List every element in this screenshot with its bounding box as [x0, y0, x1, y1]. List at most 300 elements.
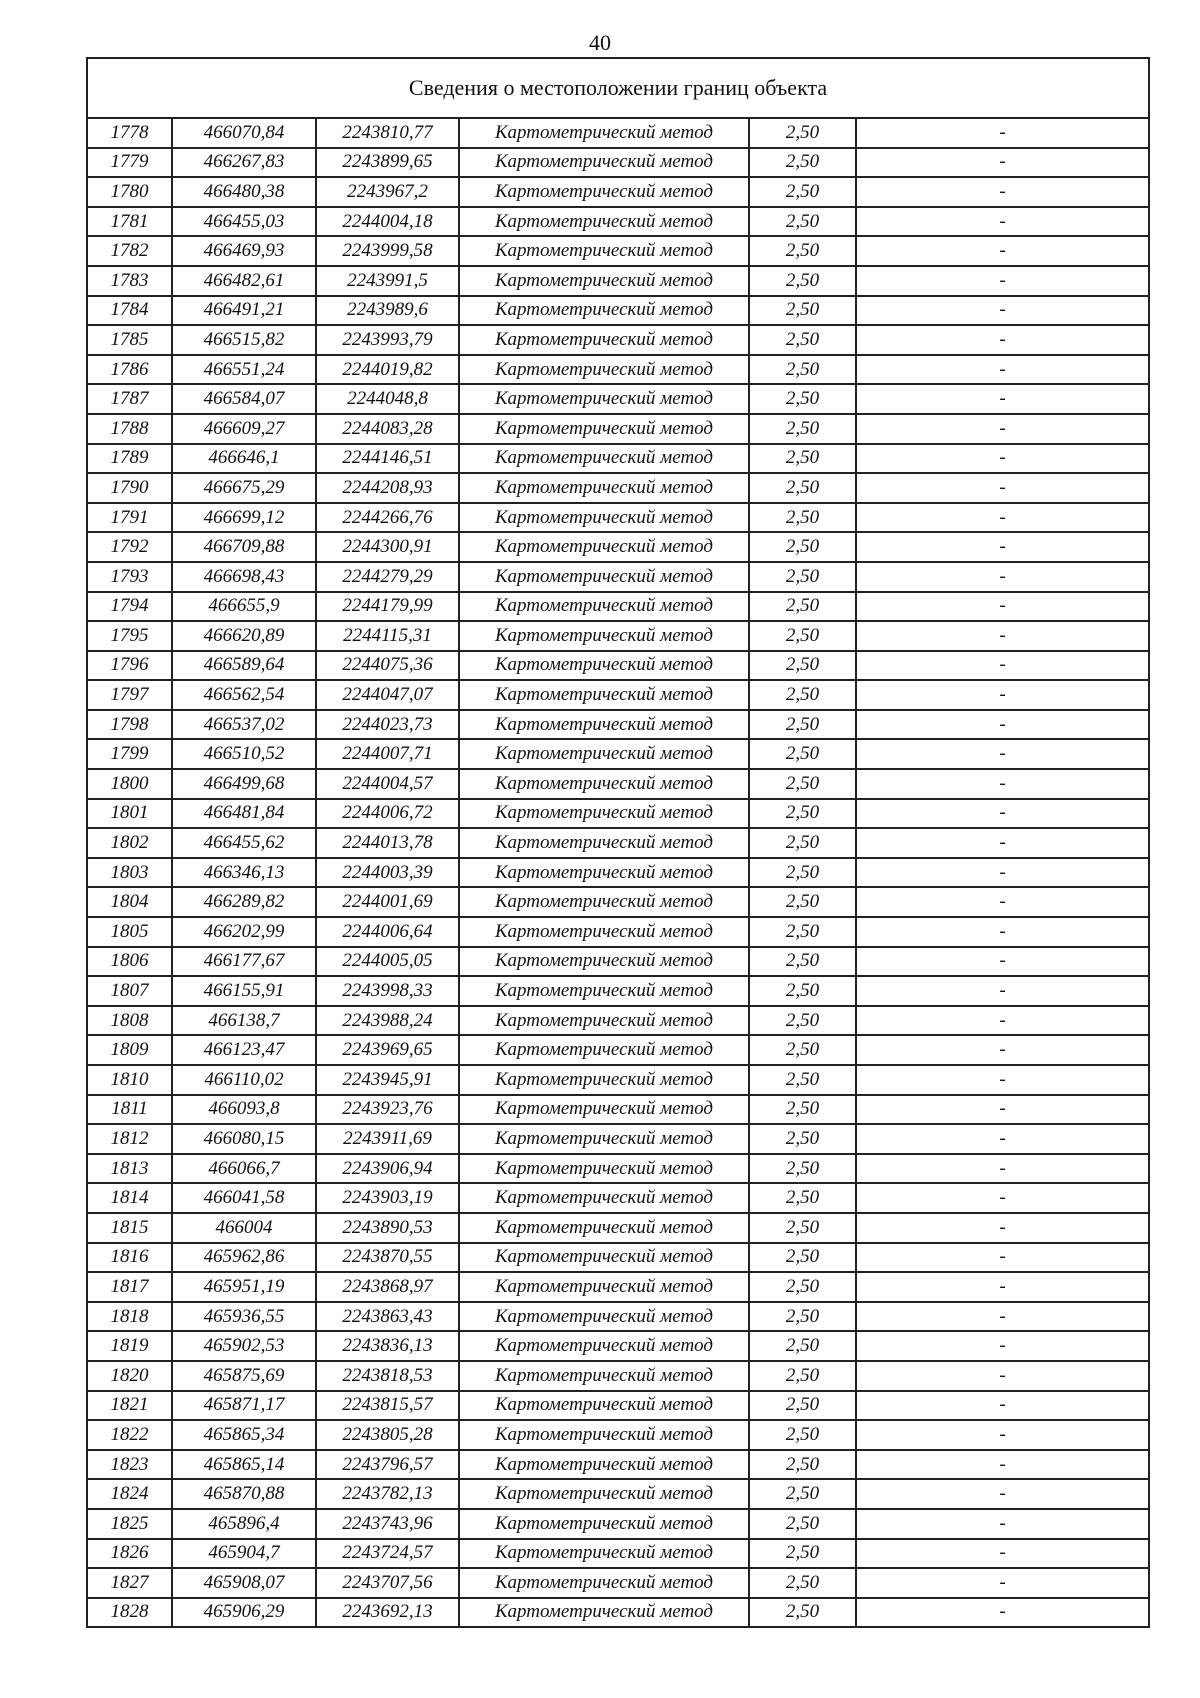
- method-cell: Картометрический метод: [459, 473, 749, 503]
- description-cell: -: [856, 296, 1149, 326]
- y-coordinate-cell: 2243899,65: [316, 148, 459, 178]
- x-coordinate-cell: 466346,13: [172, 858, 316, 888]
- page-number: 40: [589, 30, 611, 55]
- table-row: [87, 207, 1149, 237]
- x-coordinate-cell: 466515,82: [172, 325, 316, 355]
- method-cell: Картометрический метод: [459, 1183, 749, 1213]
- table-body: [87, 58, 1149, 1627]
- description-cell: -: [856, 739, 1149, 769]
- y-coordinate-cell: 2243890,53: [316, 1213, 459, 1243]
- y-coordinate-cell: 2244115,31: [316, 621, 459, 651]
- x-coordinate-cell: 466289,82: [172, 887, 316, 917]
- precision-cell: 2,50: [749, 1183, 856, 1213]
- x-coordinate-cell: 466551,24: [172, 355, 316, 385]
- method-cell: Картометрический метод: [459, 887, 749, 917]
- precision-cell: 2,50: [749, 858, 856, 888]
- description-cell: -: [856, 1272, 1149, 1302]
- precision-cell: 2,50: [749, 1568, 856, 1598]
- point-number-cell: 1827: [87, 1568, 172, 1598]
- method-cell: Картометрический метод: [459, 266, 749, 296]
- point-number-cell: 1828: [87, 1598, 172, 1628]
- y-coordinate-cell: 2243923,76: [316, 1095, 459, 1125]
- table-title: Сведения о местоположении границ объекта: [87, 58, 1149, 118]
- point-number-cell: 1785: [87, 325, 172, 355]
- point-number-cell: 1780: [87, 177, 172, 207]
- point-number-cell: 1804: [87, 887, 172, 917]
- description-cell: -: [856, 1420, 1149, 1450]
- precision-cell: 2,50: [749, 1124, 856, 1154]
- x-coordinate-cell: 466155,91: [172, 976, 316, 1006]
- table-title-row: [87, 58, 1149, 118]
- x-coordinate-cell: 465902,53: [172, 1331, 316, 1361]
- y-coordinate-cell: 2243707,56: [316, 1568, 459, 1598]
- method-cell: Картометрический метод: [459, 1420, 749, 1450]
- precision-cell: 2,50: [749, 414, 856, 444]
- table-row: [87, 828, 1149, 858]
- x-coordinate-cell: 466455,03: [172, 207, 316, 237]
- x-coordinate-cell: 465871,17: [172, 1391, 316, 1421]
- y-coordinate-cell: 2244146,51: [316, 444, 459, 474]
- y-coordinate-cell: 2244004,57: [316, 769, 459, 799]
- y-coordinate-cell: 2244047,07: [316, 680, 459, 710]
- method-cell: Картометрический метод: [459, 976, 749, 1006]
- point-number-cell: 1824: [87, 1479, 172, 1509]
- description-cell: -: [856, 1183, 1149, 1213]
- table-row: [87, 1450, 1149, 1480]
- point-number-cell: 1800: [87, 769, 172, 799]
- method-cell: Картометрический метод: [459, 1065, 749, 1095]
- point-number-cell: 1823: [87, 1450, 172, 1480]
- y-coordinate-cell: 2244004,18: [316, 207, 459, 237]
- x-coordinate-cell: 466455,62: [172, 828, 316, 858]
- precision-cell: 2,50: [749, 1361, 856, 1391]
- table-row: [87, 1095, 1149, 1125]
- method-cell: Картометрический метод: [459, 592, 749, 622]
- point-number-cell: 1794: [87, 592, 172, 622]
- precision-cell: 2,50: [749, 177, 856, 207]
- precision-cell: 2,50: [749, 1213, 856, 1243]
- description-cell: -: [856, 503, 1149, 533]
- point-number-cell: 1814: [87, 1183, 172, 1213]
- method-cell: Картометрический метод: [459, 947, 749, 977]
- point-number-cell: 1821: [87, 1391, 172, 1421]
- precision-cell: 2,50: [749, 1479, 856, 1509]
- point-number-cell: 1783: [87, 266, 172, 296]
- x-coordinate-cell: 466093,8: [172, 1095, 316, 1125]
- method-cell: Картометрический метод: [459, 1272, 749, 1302]
- x-coordinate-cell: 465936,55: [172, 1302, 316, 1332]
- method-cell: Картометрический метод: [459, 1361, 749, 1391]
- point-number-cell: 1787: [87, 384, 172, 414]
- precision-cell: 2,50: [749, 384, 856, 414]
- y-coordinate-cell: 2244083,28: [316, 414, 459, 444]
- description-cell: -: [856, 1065, 1149, 1095]
- method-cell: Картометрический метод: [459, 799, 749, 829]
- description-cell: -: [856, 592, 1149, 622]
- table-row: [87, 651, 1149, 681]
- y-coordinate-cell: 2243782,13: [316, 1479, 459, 1509]
- method-cell: Картометрический метод: [459, 1509, 749, 1539]
- precision-cell: 2,50: [749, 799, 856, 829]
- description-cell: -: [856, 680, 1149, 710]
- table-row: [87, 473, 1149, 503]
- point-number-cell: 1811: [87, 1095, 172, 1125]
- description-cell: -: [856, 887, 1149, 917]
- point-number-cell: 1812: [87, 1124, 172, 1154]
- point-number-cell: 1784: [87, 296, 172, 326]
- precision-cell: 2,50: [749, 1302, 856, 1332]
- method-cell: Картометрический метод: [459, 651, 749, 681]
- boundary-table-container: [86, 57, 1148, 1628]
- table-row: [87, 414, 1149, 444]
- description-cell: -: [856, 1539, 1149, 1569]
- boundary-coordinates-table: [86, 57, 1150, 1628]
- precision-cell: 2,50: [749, 828, 856, 858]
- precision-cell: 2,50: [749, 266, 856, 296]
- table-row: [87, 1539, 1149, 1569]
- description-cell: -: [856, 118, 1149, 148]
- method-cell: Картометрический метод: [459, 621, 749, 651]
- description-cell: -: [856, 1450, 1149, 1480]
- method-cell: Картометрический метод: [459, 739, 749, 769]
- precision-cell: 2,50: [749, 1243, 856, 1273]
- precision-cell: 2,50: [749, 1006, 856, 1036]
- description-cell: -: [856, 858, 1149, 888]
- point-number-cell: 1813: [87, 1154, 172, 1184]
- x-coordinate-cell: 466499,68: [172, 769, 316, 799]
- description-cell: -: [856, 828, 1149, 858]
- point-number-cell: 1790: [87, 473, 172, 503]
- point-number-cell: 1791: [87, 503, 172, 533]
- description-cell: -: [856, 1479, 1149, 1509]
- method-cell: Картометрический метод: [459, 917, 749, 947]
- y-coordinate-cell: 2243988,24: [316, 1006, 459, 1036]
- point-number-cell: 1782: [87, 236, 172, 266]
- method-cell: Картометрический метод: [459, 414, 749, 444]
- x-coordinate-cell: 466480,38: [172, 177, 316, 207]
- description-cell: -: [856, 414, 1149, 444]
- precision-cell: 2,50: [749, 1450, 856, 1480]
- point-number-cell: 1793: [87, 562, 172, 592]
- table-row: [87, 1420, 1149, 1450]
- x-coordinate-cell: 465951,19: [172, 1272, 316, 1302]
- description-cell: -: [856, 1095, 1149, 1125]
- point-number-cell: 1803: [87, 858, 172, 888]
- y-coordinate-cell: 2244003,39: [316, 858, 459, 888]
- table-row: [87, 1479, 1149, 1509]
- table-row: [87, 739, 1149, 769]
- method-cell: Картометрический метод: [459, 1568, 749, 1598]
- description-cell: -: [856, 1361, 1149, 1391]
- x-coordinate-cell: 466699,12: [172, 503, 316, 533]
- description-cell: -: [856, 976, 1149, 1006]
- x-coordinate-cell: 466620,89: [172, 621, 316, 651]
- method-cell: Картометрический метод: [459, 444, 749, 474]
- point-number-cell: 1792: [87, 532, 172, 562]
- table-row: [87, 1509, 1149, 1539]
- method-cell: Картометрический метод: [459, 1035, 749, 1065]
- precision-cell: 2,50: [749, 592, 856, 622]
- method-cell: Картометрический метод: [459, 1450, 749, 1480]
- method-cell: Картометрический метод: [459, 236, 749, 266]
- table-row: [87, 858, 1149, 888]
- table-row: [87, 1568, 1149, 1598]
- point-number-cell: 1789: [87, 444, 172, 474]
- precision-cell: 2,50: [749, 207, 856, 237]
- y-coordinate-cell: 2243870,55: [316, 1243, 459, 1273]
- description-cell: -: [856, 1391, 1149, 1421]
- x-coordinate-cell: 466004: [172, 1213, 316, 1243]
- x-coordinate-cell: 466675,29: [172, 473, 316, 503]
- table-row: [87, 503, 1149, 533]
- table-row: [87, 355, 1149, 385]
- precision-cell: 2,50: [749, 296, 856, 326]
- precision-cell: 2,50: [749, 1035, 856, 1065]
- point-number-cell: 1778: [87, 118, 172, 148]
- table-row: [87, 1391, 1149, 1421]
- x-coordinate-cell: 466655,9: [172, 592, 316, 622]
- method-cell: Картометрический метод: [459, 384, 749, 414]
- point-number-cell: 1809: [87, 1035, 172, 1065]
- description-cell: -: [856, 1302, 1149, 1332]
- method-cell: Картометрический метод: [459, 1539, 749, 1569]
- description-cell: -: [856, 236, 1149, 266]
- x-coordinate-cell: 466482,61: [172, 266, 316, 296]
- precision-cell: 2,50: [749, 118, 856, 148]
- method-cell: Картометрический метод: [459, 1124, 749, 1154]
- method-cell: Картометрический метод: [459, 828, 749, 858]
- precision-cell: 2,50: [749, 739, 856, 769]
- description-cell: -: [856, 177, 1149, 207]
- x-coordinate-cell: 465870,88: [172, 1479, 316, 1509]
- point-number-cell: 1796: [87, 651, 172, 681]
- table-row: [87, 266, 1149, 296]
- description-cell: -: [856, 266, 1149, 296]
- precision-cell: 2,50: [749, 1391, 856, 1421]
- point-number-cell: 1808: [87, 1006, 172, 1036]
- table-row: [87, 118, 1149, 148]
- x-coordinate-cell: 466584,07: [172, 384, 316, 414]
- description-cell: -: [856, 325, 1149, 355]
- method-cell: Картометрический метод: [459, 1213, 749, 1243]
- description-cell: -: [856, 621, 1149, 651]
- y-coordinate-cell: 2243967,2: [316, 177, 459, 207]
- x-coordinate-cell: 466646,1: [172, 444, 316, 474]
- description-cell: -: [856, 1124, 1149, 1154]
- table-row: [87, 976, 1149, 1006]
- description-cell: -: [856, 1243, 1149, 1273]
- table-row: [87, 148, 1149, 178]
- precision-cell: 2,50: [749, 1272, 856, 1302]
- point-number-cell: 1815: [87, 1213, 172, 1243]
- table-row: [87, 177, 1149, 207]
- y-coordinate-cell: 2243969,65: [316, 1035, 459, 1065]
- precision-cell: 2,50: [749, 503, 856, 533]
- y-coordinate-cell: 2243993,79: [316, 325, 459, 355]
- point-number-cell: 1779: [87, 148, 172, 178]
- x-coordinate-cell: 466267,83: [172, 148, 316, 178]
- method-cell: Картометрический метод: [459, 177, 749, 207]
- y-coordinate-cell: 2243810,77: [316, 118, 459, 148]
- point-number-cell: 1798: [87, 710, 172, 740]
- point-number-cell: 1817: [87, 1272, 172, 1302]
- x-coordinate-cell: 466698,43: [172, 562, 316, 592]
- precision-cell: 2,50: [749, 1065, 856, 1095]
- table-row: [87, 621, 1149, 651]
- x-coordinate-cell: 466510,52: [172, 739, 316, 769]
- precision-cell: 2,50: [749, 887, 856, 917]
- point-number-cell: 1781: [87, 207, 172, 237]
- point-number-cell: 1802: [87, 828, 172, 858]
- y-coordinate-cell: 2244005,05: [316, 947, 459, 977]
- x-coordinate-cell: 466469,93: [172, 236, 316, 266]
- x-coordinate-cell: 466537,02: [172, 710, 316, 740]
- point-number-cell: 1822: [87, 1420, 172, 1450]
- method-cell: Картометрический метод: [459, 858, 749, 888]
- precision-cell: 2,50: [749, 1095, 856, 1125]
- precision-cell: 2,50: [749, 1598, 856, 1628]
- y-coordinate-cell: 2243868,97: [316, 1272, 459, 1302]
- y-coordinate-cell: 2243945,91: [316, 1065, 459, 1095]
- method-cell: Картометрический метод: [459, 710, 749, 740]
- description-cell: -: [856, 1006, 1149, 1036]
- precision-cell: 2,50: [749, 444, 856, 474]
- table-row: [87, 1598, 1149, 1628]
- table-row: [87, 799, 1149, 829]
- y-coordinate-cell: 2244023,73: [316, 710, 459, 740]
- y-coordinate-cell: 2244019,82: [316, 355, 459, 385]
- table-row: [87, 1243, 1149, 1273]
- y-coordinate-cell: 2243999,58: [316, 236, 459, 266]
- point-number-cell: 1826: [87, 1539, 172, 1569]
- method-cell: Картометрический метод: [459, 503, 749, 533]
- precision-cell: 2,50: [749, 621, 856, 651]
- x-coordinate-cell: 466041,58: [172, 1183, 316, 1213]
- point-number-cell: 1806: [87, 947, 172, 977]
- table-row: [87, 1006, 1149, 1036]
- method-cell: Картометрический метод: [459, 1006, 749, 1036]
- description-cell: -: [856, 799, 1149, 829]
- precision-cell: 2,50: [749, 1331, 856, 1361]
- method-cell: Картометрический метод: [459, 296, 749, 326]
- table-row: [87, 1331, 1149, 1361]
- table-row: [87, 769, 1149, 799]
- y-coordinate-cell: 2244013,78: [316, 828, 459, 858]
- method-cell: Картометрический метод: [459, 1391, 749, 1421]
- x-coordinate-cell: 466202,99: [172, 917, 316, 947]
- table-row: [87, 1065, 1149, 1095]
- y-coordinate-cell: 2244006,64: [316, 917, 459, 947]
- precision-cell: 2,50: [749, 532, 856, 562]
- method-cell: Картометрический метод: [459, 1331, 749, 1361]
- precision-cell: 2,50: [749, 680, 856, 710]
- y-coordinate-cell: 2244006,72: [316, 799, 459, 829]
- description-cell: -: [856, 769, 1149, 799]
- y-coordinate-cell: 2243998,33: [316, 976, 459, 1006]
- y-coordinate-cell: 2244208,93: [316, 473, 459, 503]
- description-cell: -: [856, 1035, 1149, 1065]
- x-coordinate-cell: 466709,88: [172, 532, 316, 562]
- precision-cell: 2,50: [749, 917, 856, 947]
- table-row: [87, 710, 1149, 740]
- x-coordinate-cell: 465962,86: [172, 1243, 316, 1273]
- x-coordinate-cell: 465906,29: [172, 1598, 316, 1628]
- precision-cell: 2,50: [749, 1509, 856, 1539]
- method-cell: Картометрический метод: [459, 325, 749, 355]
- point-number-cell: 1816: [87, 1243, 172, 1273]
- table-row: [87, 444, 1149, 474]
- precision-cell: 2,50: [749, 236, 856, 266]
- x-coordinate-cell: 465904,7: [172, 1539, 316, 1569]
- table-row: [87, 296, 1149, 326]
- method-cell: Картометрический метод: [459, 562, 749, 592]
- x-coordinate-cell: 466589,64: [172, 651, 316, 681]
- point-number-cell: 1820: [87, 1361, 172, 1391]
- y-coordinate-cell: 2243911,69: [316, 1124, 459, 1154]
- table-row: [87, 1154, 1149, 1184]
- y-coordinate-cell: 2244001,69: [316, 887, 459, 917]
- table-row: [87, 1272, 1149, 1302]
- table-row: [87, 1302, 1149, 1332]
- description-cell: -: [856, 710, 1149, 740]
- y-coordinate-cell: 2244075,36: [316, 651, 459, 681]
- method-cell: Картометрический метод: [459, 769, 749, 799]
- precision-cell: 2,50: [749, 562, 856, 592]
- precision-cell: 2,50: [749, 355, 856, 385]
- x-coordinate-cell: 466080,15: [172, 1124, 316, 1154]
- x-coordinate-cell: 465875,69: [172, 1361, 316, 1391]
- precision-cell: 2,50: [749, 325, 856, 355]
- precision-cell: 2,50: [749, 1154, 856, 1184]
- table-row: [87, 1361, 1149, 1391]
- x-coordinate-cell: 465908,07: [172, 1568, 316, 1598]
- x-coordinate-cell: 466481,84: [172, 799, 316, 829]
- method-cell: Картометрический метод: [459, 1302, 749, 1332]
- x-coordinate-cell: 466110,02: [172, 1065, 316, 1095]
- description-cell: -: [856, 207, 1149, 237]
- precision-cell: 2,50: [749, 1420, 856, 1450]
- table-row: [87, 917, 1149, 947]
- y-coordinate-cell: 2243836,13: [316, 1331, 459, 1361]
- precision-cell: 2,50: [749, 148, 856, 178]
- point-number-cell: 1810: [87, 1065, 172, 1095]
- y-coordinate-cell: 2243796,57: [316, 1450, 459, 1480]
- table-row: [87, 1035, 1149, 1065]
- method-cell: Картометрический метод: [459, 1479, 749, 1509]
- precision-cell: 2,50: [749, 769, 856, 799]
- table-row: [87, 325, 1149, 355]
- description-cell: -: [856, 917, 1149, 947]
- description-cell: -: [856, 444, 1149, 474]
- table-row: [87, 592, 1149, 622]
- precision-cell: 2,50: [749, 710, 856, 740]
- description-cell: -: [856, 532, 1149, 562]
- precision-cell: 2,50: [749, 473, 856, 503]
- y-coordinate-cell: 2243991,5: [316, 266, 459, 296]
- y-coordinate-cell: 2243906,94: [316, 1154, 459, 1184]
- y-coordinate-cell: 2243989,6: [316, 296, 459, 326]
- x-coordinate-cell: 466609,27: [172, 414, 316, 444]
- x-coordinate-cell: 466177,67: [172, 947, 316, 977]
- y-coordinate-cell: 2244279,29: [316, 562, 459, 592]
- description-cell: -: [856, 1154, 1149, 1184]
- description-cell: -: [856, 651, 1149, 681]
- precision-cell: 2,50: [749, 1539, 856, 1569]
- y-coordinate-cell: 2244179,99: [316, 592, 459, 622]
- method-cell: Картометрический метод: [459, 148, 749, 178]
- x-coordinate-cell: 465896,4: [172, 1509, 316, 1539]
- point-number-cell: 1818: [87, 1302, 172, 1332]
